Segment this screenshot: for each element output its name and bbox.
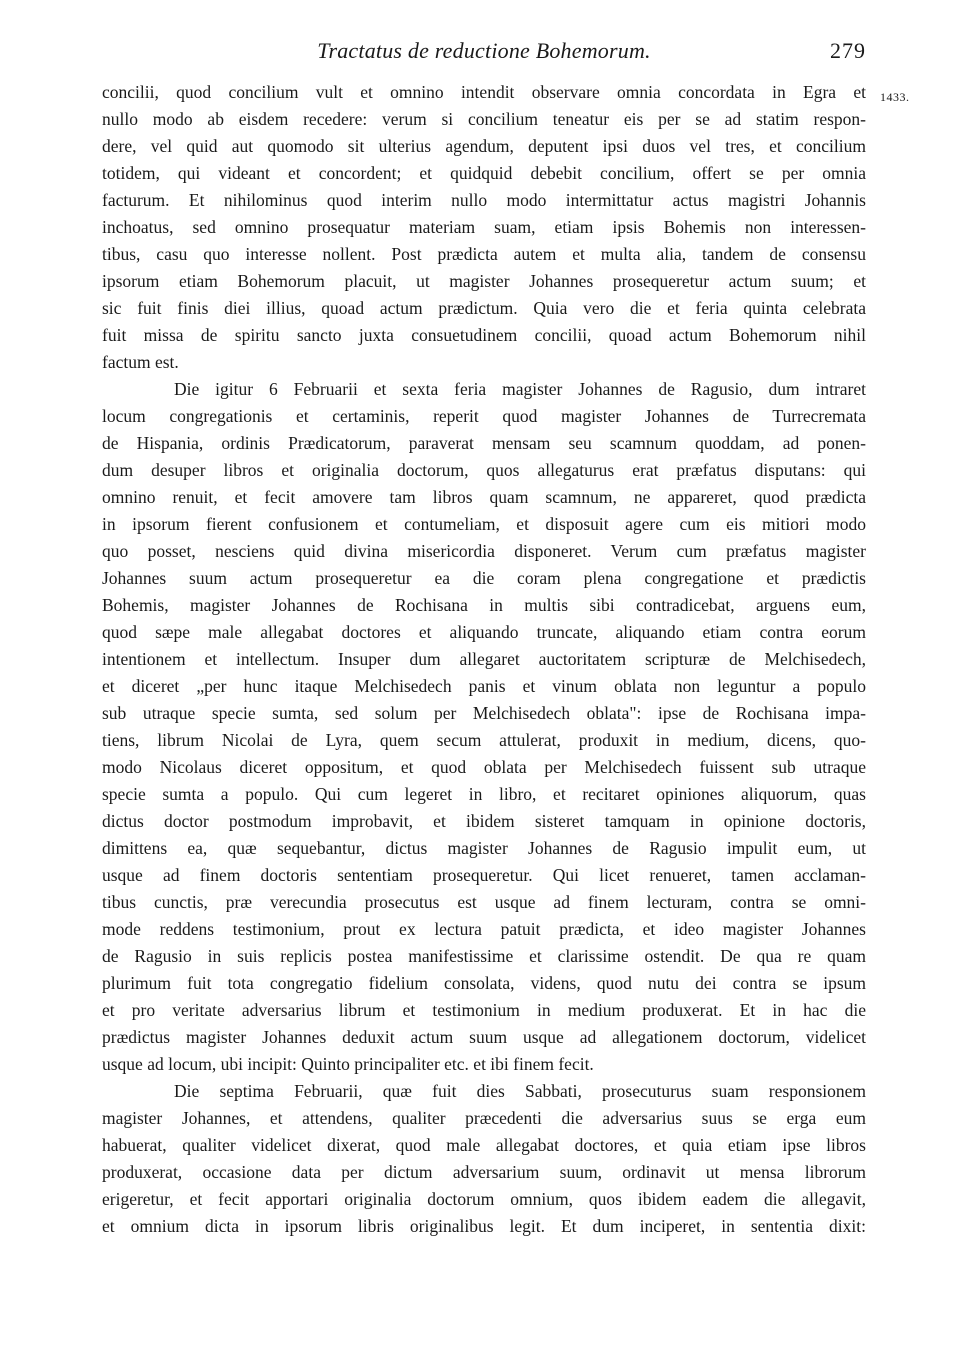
text-line: tibus, casu quo interesse nollent. Post prædicta autem et multa alia, tandem de consensu	[102, 244, 866, 264]
text-line: sic fuit finis diei illius, quoad actum prædictum. Quia vero die et feria quinta celebrata	[102, 298, 866, 318]
text-line: prædictus magister Johannes deduxit actum suum usque ad allegationem doctorum, videlicet	[102, 1027, 866, 1047]
running-title: Tractatus de reductione Bohemorum.	[317, 38, 651, 63]
paragraph	[102, 1078, 866, 1240]
text-line: quo posset, nesciens quid divina misericordia disponeret. Verum cum præfatus magister	[102, 541, 866, 561]
text-line: dimittens ea, quæ sequebantur, dictus magister Johannes de Ragusio impulit eum, ut	[102, 838, 866, 858]
text-line: et pro veritate adversarius librum et testimonium in medium produxerat. Et in hac die	[102, 1000, 866, 1020]
running-head	[102, 38, 866, 68]
page-number: 279	[830, 38, 866, 63]
text-line: concilii, quod concilium vult et omnino intendit observare omnia concordata in Egra et	[102, 82, 866, 102]
text-line: in ipsorum fierent confusionem et contumeliam, et disposuit agere cum eis mitiori modo	[102, 514, 866, 534]
text-line: quod sæpe male allegabat doctores et aliquando truncate, aliquando etiam contra eorum	[102, 622, 866, 642]
text-line: omnino renuit, et fecit amovere tam libros quam scamnum, ne appareret, quod prædicta	[102, 487, 866, 507]
text-line: plurimum fuit tota congregatio fidelium consolata, videns, quod nutu dei contra se ipsum	[102, 973, 866, 993]
text-line: modo Nicolaus diceret oppositum, et quod oblata per Melchisedech fuissent sub utraque	[102, 757, 866, 777]
paragraph	[102, 79, 866, 376]
text-line: habuerat, qualiter videlicet dixerat, quod male allegabat doctores, et quia etiam ipse libros	[102, 1135, 866, 1155]
text-line: locum congregationis et certaminis, reperit quod magister Johannes de Turrecremata	[102, 406, 866, 426]
text-line: Die igitur 6 Februarii et sexta feria magister Johannes de Ragusio, dum intraret	[174, 379, 866, 399]
text-line: specie sumta a populo. Qui cum legeret in libro, et recitaret opiniones aliquorum, quas	[102, 784, 866, 804]
text-line: usque ad locum, ubi incipit: Quinto principaliter etc. et ibi finem fecit.	[102, 1054, 594, 1074]
text-line: totidem, qui videant et concordent; et quidquid debebit concilium, offert se per omnia	[102, 163, 866, 183]
text-line: erigeretur, et fecit apportari originalia doctorum omnium, quos ibidem eadem die allegavit,	[102, 1189, 866, 1209]
text-line: Die septima Februarii, quæ fuit dies Sabbati, prosecuturus suam responsionem	[174, 1081, 866, 1101]
text-line: et omnium dicta in ipsorum libris originalibus legit. Et dum inciperet, in sententia dixit:	[102, 1216, 866, 1236]
paragraph	[102, 376, 866, 1078]
text-line: facturum. Et nihilominus quod interim nullo modo intermittatur actus magistri Johannis	[102, 190, 866, 210]
text-line: magister Johannes, et attendens, qualiter præcedenti die adversarius suus se erga eum	[102, 1108, 866, 1128]
text-line: de Hispania, ordinis Prædicatorum, paraverat mensam seu scamnum quoddam, ad ponen-	[102, 433, 866, 453]
text-line: produxerat, occasione data per dictum adversarium suum, ordinavit ut mensa librorum	[102, 1162, 866, 1182]
text-line: tibus cunctis, præ verecundia prosecutus est usque ad finem lecturam, contra se omni-	[102, 892, 866, 912]
text-line: Bohemis, magister Johannes de Rochisana in multis sibi contradicebat, arguens eum,	[102, 595, 866, 615]
text-line: sub utraque specie sumta, sed solum per Melchisedech oblata": ipse de Rochisana impa-	[102, 703, 866, 723]
text-line: et diceret „per hunc itaque Melchisedech panis et vinum oblata non leguntur a populo	[102, 676, 866, 696]
text-line: dictus doctor postmodum improbavit, et ibidem sisteret tamquam in opinione doctoris,	[102, 811, 866, 831]
text-line: dere, vel quid aut quomodo sit ulterius agendum, deputent ipsi duos vel tres, et concilium	[102, 136, 866, 156]
text-line: Johannes suum actum prosequeretur ea die coram plena congregatione et prædictis	[102, 568, 866, 588]
text-line: fuit missa de spiritu sancto juxta consuetudinem concilii, quoad actum Bohemorum nihil	[102, 325, 866, 345]
text-line: usque ad finem doctoris sententiam prosequeretur. Qui licet renueret, tamen acclaman-	[102, 865, 866, 885]
body-text	[102, 79, 866, 1240]
text-line: de Ragusio in suis replicis postea manifestissime et clarissime ostendit. De qua re quam	[102, 946, 866, 966]
text-line: factum est.	[102, 352, 179, 372]
text-line: mode reddens testimonium, prout ex lectura patuit prædicta, et ideo magister Johannes	[102, 919, 866, 939]
text-line: dum desuper libros et originalia doctorum, quos allegaturus erat præfatus disputans: qui	[102, 460, 866, 480]
text-line: ipsorum etiam Bohemorum placuit, ut magister Johannes prosequeretur actum suum; et	[102, 271, 866, 291]
text-line: tiens, librum Nicolai de Lyra, quem secum attulerat, produxit in medium, dicens, quo-	[102, 730, 866, 750]
margin-year-note: 1433.	[880, 90, 910, 104]
text-line: inchoatus, sed omnino prosequatur materiam suam, etiam ipsis Bohemis non interessen-	[102, 217, 866, 237]
text-line: nullo modo ab eisdem recedere: verum si concilium teneatur eis per se ad statim respon-	[102, 109, 866, 129]
text-line: intentionem et intellectum. Insuper dum allegaret auctoritatem scripturæ de Melchisedech,	[102, 649, 866, 669]
